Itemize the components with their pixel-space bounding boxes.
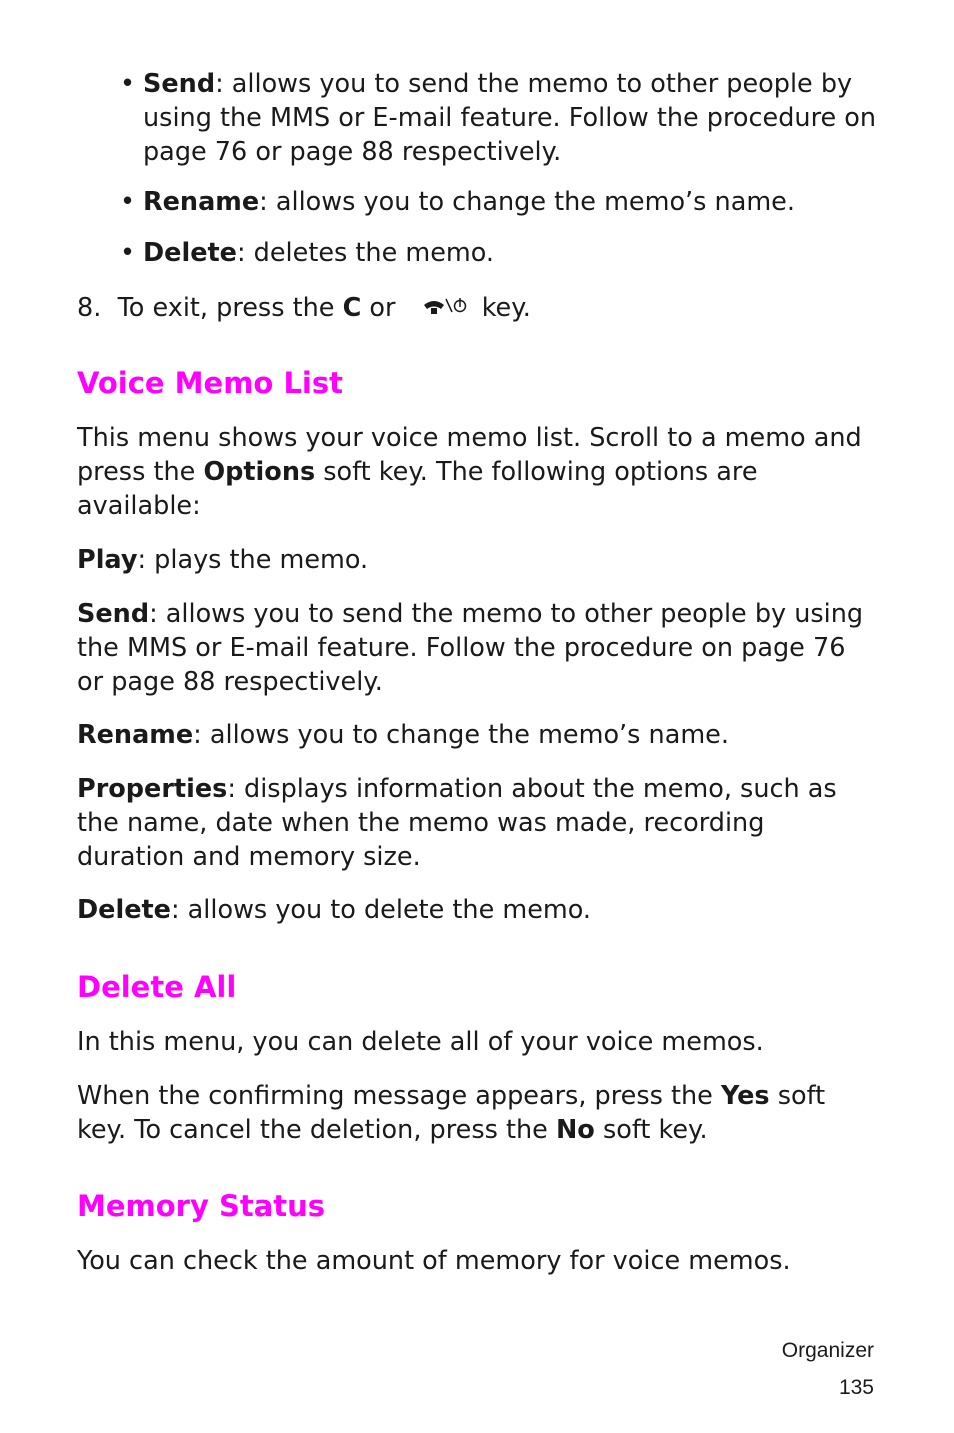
footer-section-name: Organizer — [781, 1339, 874, 1362]
option-rename: Rename: allows you to change the memo’s name. — [77, 720, 729, 750]
option-send: Send: allows you to send the memo to other people by using the MMS or E-mail feature. Follow the procedure on page 76 or page 88 respectively. — [77, 599, 864, 697]
description: : deletes the memo. — [236, 238, 494, 268]
description: : allows you to send the memo to other people by using the MMS or E-mail feature. Follow the procedure on page 76 or page 88 respectively. — [143, 69, 877, 167]
delete-all-confirmation: When the confirming message appears, press the Yes soft key. To cancel the deletion, press the No soft key. — [77, 1081, 826, 1145]
manual-page: • Send: allows you to send the memo to other people by using the MMS or E-mail feature. Follow the procedure on page 76 or page 88 respectively. • Rename: allows you to change the memo’s name. • Delete: deletes the memo. 8. To exit, press the C or key. Voice Memo List This menu shows your voice memo list. Scroll to a memo and press the Options soft key. The following options are available: Play: plays the memo. Send: allows you to send the memo to other people by using the MMS or E-mail feature. Follow the procedure on page 76 or page 88 respectively. Rename: allows you to change the memo’s name. Properties: displays information about the memo, such as the name, date when the memo was made, recording duration and memory size. Delete: allows you to delete the memo. Delete All In this menu, you can delete all of your voice memos. When the confirming message appears, press the Yes soft key. To cancel the deletion, press the No soft key. Memory Status You can check the amount of memory for voice memos. Organizer 135 — [77, 69, 877, 1399]
voice-memo-list-intro: This menu shows your voice memo list. Scroll to a memo and press the Options soft key. The following options are available: — [77, 423, 862, 521]
term: Rename — [143, 187, 260, 217]
yes-key: Yes — [720, 1081, 770, 1111]
heading-memory-status: Memory Status — [77, 1189, 326, 1223]
no-key: No — [555, 1115, 595, 1145]
step-8: 8. To exit, press the C or key. — [77, 291, 877, 326]
option-play: Play: plays the memo. — [77, 545, 369, 575]
description: : allows you to change the memo’s name. — [259, 187, 795, 217]
c-key: C — [342, 293, 362, 323]
memory-status-description: You can check the amount of memory for voice memos. — [77, 1246, 791, 1276]
term: Send — [143, 69, 216, 99]
heading-delete-all: Delete All — [77, 970, 237, 1004]
step-number: 8. — [77, 293, 102, 323]
delete-all-description: In this menu, you can delete all of your voice memos. — [77, 1027, 764, 1057]
end-call-power-key-icon — [422, 292, 468, 326]
option-delete: Delete: allows you to delete the memo. — [77, 895, 592, 925]
footer-page-number: 135 — [838, 1376, 874, 1399]
term: Delete — [143, 238, 237, 268]
option-properties: Properties: displays information about the memo, such as the name, date when the memo was made, recording duration and memory size. — [77, 774, 837, 872]
options-key: Options — [203, 457, 316, 487]
heading-voice-memo-list: Voice Memo List — [77, 366, 343, 400]
